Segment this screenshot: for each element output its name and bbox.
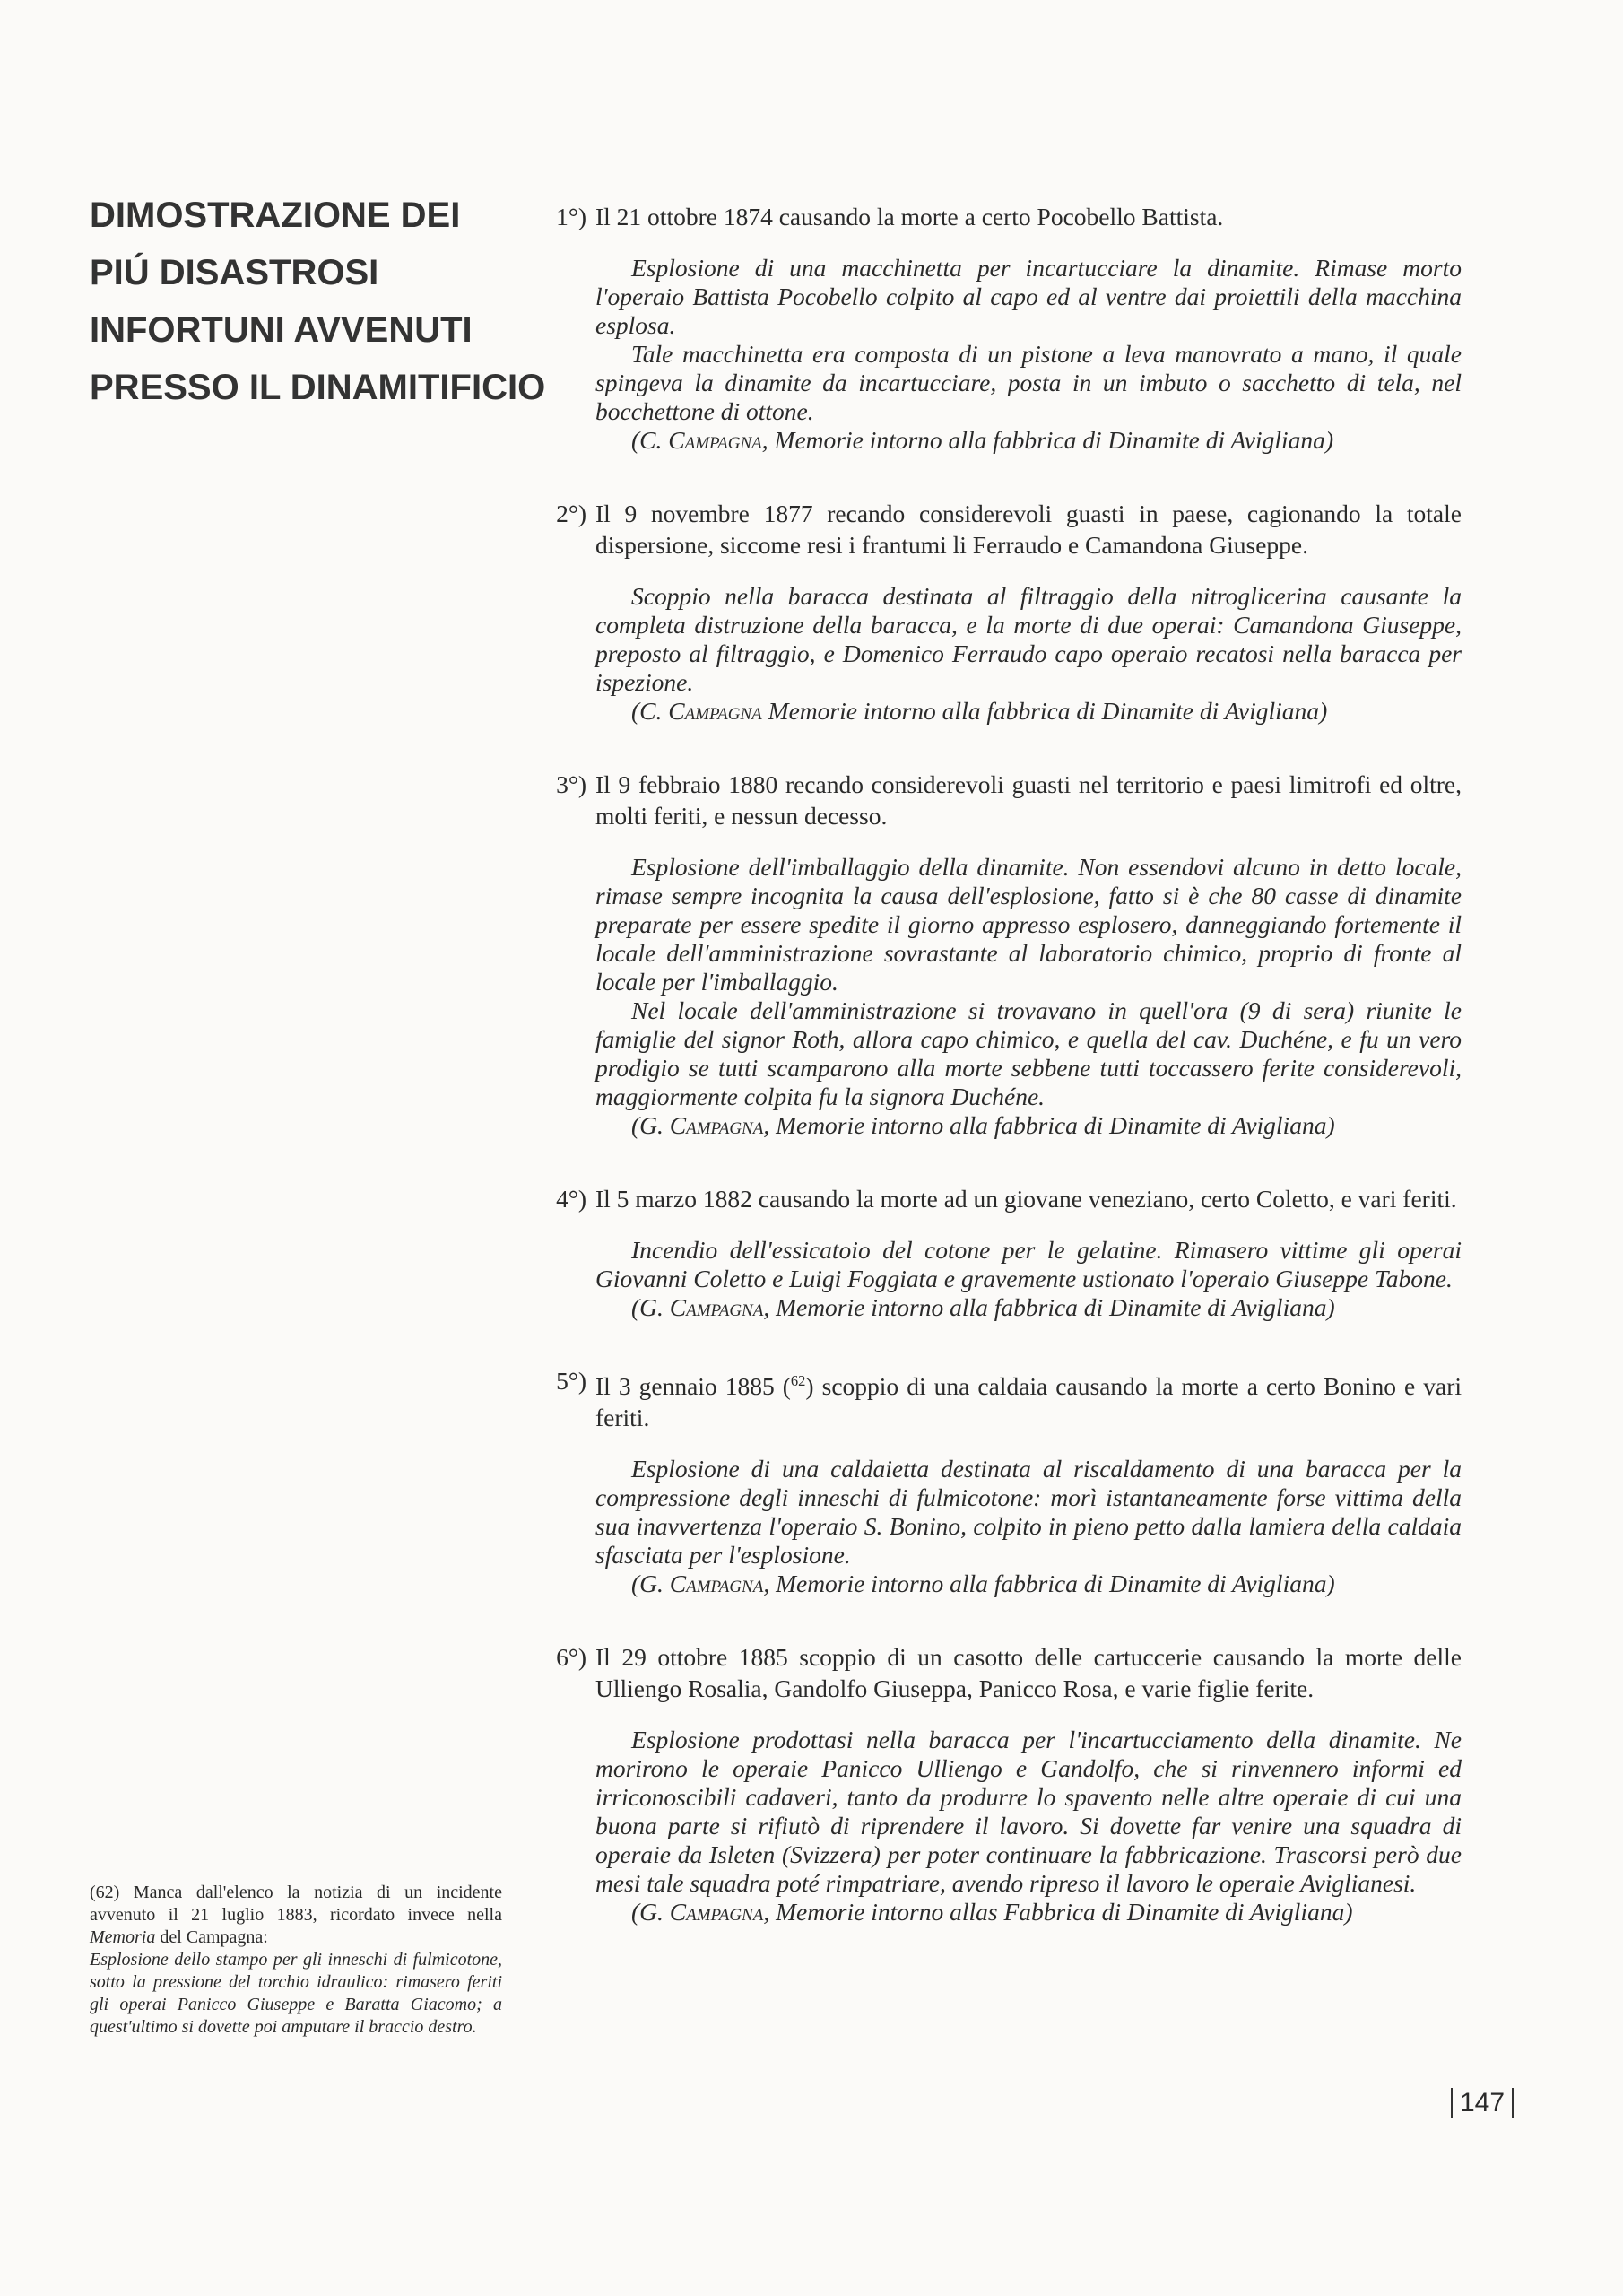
citation-work: Memorie intorno alla fabbrica di Dinamite di Avigliana <box>776 1111 1327 1139</box>
detail-paragraph: Nel locale dell'amministrazione si trovavano in quell'ora (9 di sera) riunite le famiglie del signor Roth, allora capo chimico, e quella del cav. Duchéne, e fu un vero prodigio se tutti scamparono alla morte sebbene tutti toccassero ferite considerevoli, maggiormente colpita fu la signora Duchéne. <box>595 996 1462 1110</box>
accident-entry-1 <box>533 201 1462 455</box>
citation-work: Memorie intorno allas Fabbrica di Dinamite di Avigliana <box>776 1898 1345 1926</box>
entry-detail <box>595 1726 1462 1926</box>
footnote-marker: (62) <box>90 1883 120 1902</box>
detail-paragraph: Scoppio nella baracca destinata al filtraggio della nitroglicerina causante la completa distruzione della baracca, e la morte di due operai: Camandona Giuseppe, preposto al filtraggio, e Domenico Ferraudo capo operaio recatosi nella baracca per ispezione. <box>595 582 1462 696</box>
entry-summary: Il 5 marzo 1882 causando la morte ad un giovane veneziano, certo Coletto, e vari feriti. <box>595 1185 1457 1213</box>
citation-author: Campagna <box>669 1570 764 1598</box>
citation-author: Campagna <box>668 697 762 725</box>
accident-entry-4 <box>533 1183 1462 1322</box>
section-title-line: PIÚ DISASTROSI <box>90 253 379 292</box>
detail-paragraph: Tale macchinetta era composta di un pistone a leva manovrato a mano, il quale spingeva la dinamite da incartucciare, posta in un imbuto o sacchetto di tela, nel bocchettone di ottone. <box>595 340 1462 425</box>
page-number: 147 <box>1451 2088 1514 2118</box>
citation-author: Campagna <box>669 1111 764 1139</box>
footnote-memoria: Memoria <box>90 1927 156 1947</box>
accident-entry-5 <box>533 1365 1462 1598</box>
citation: (C. Campagna Memorie intorno alla fabbrica di Dinamite di Avigliana) <box>631 697 1328 725</box>
detail-paragraph: Incendio dell'essicatoio del cotone per le gelatine. Rimasero vittime gli operai Giovanni Coletto e Luigi Foggiata e gravemente ustionato l'operaio Giuseppe Tabone. <box>595 1236 1462 1292</box>
entry-detail <box>595 254 1462 455</box>
entry-heading <box>533 1641 1462 1704</box>
detail-paragraph: Esplosione di una macchinetta per incartucciare la dinamite. Rimase morto l'operaio Battista Pocobello colpito al capo ed al ventre dai proiettili della macchina esplosa. <box>595 254 1462 339</box>
detail-paragraph: Esplosione prodottasi nella baracca per l'incartucciamento della dinamite. Ne morirono le operaie Panicco Ulliengo e Gandolfo, che si rinvennero informi ed irriconoscibili cadaveri, tanto da produrre lo spavento nelle altre operaie di cui una buona parte si rifiutò di riprendere il lavoro. Si dovette far venire una squadra di operaie da Isleten (Svizzera) per poter continuare la fabbricazione. Trascorsi però due mesi tale squadra poté rimpatriare, avendo ripreso il lavoro le operaie Aviglianesi. <box>595 1726 1462 1898</box>
citation-author: Campagna <box>669 1293 764 1321</box>
section-title-line: PRESSO IL DINAMITIFICIO <box>90 368 546 407</box>
footnote-62: (62) Manca dall'elenco la notizia di un incidente avvenuto il 21 luglio 1883, ricordato invece nella Memoria del Campagna: Esplosione dello stampo per gli inneschi di fulmicotone, sotto la pressione del torchio idraulico: rimasero feriti gli operai Panicco Giuseppe e Baratta Giacomo; a quest'ultimo si dovette poi amputare il braccio destro. <box>90 1883 502 2037</box>
entry-number: 5°) <box>556 1367 586 1395</box>
entry-number: 2°) <box>556 500 586 527</box>
entry-detail <box>595 853 1462 1140</box>
entry-heading <box>533 769 1462 831</box>
entry-number: 6°) <box>556 1643 586 1672</box>
entry-heading <box>533 1365 1462 1433</box>
entry-number: 3°) <box>556 770 586 798</box>
entry-heading <box>533 498 1462 561</box>
citation-author: Campagna <box>668 426 762 454</box>
entry-number: 4°) <box>556 1185 586 1213</box>
accident-entry-3 <box>533 769 1462 1140</box>
entry-detail <box>595 1455 1462 1598</box>
section-title <box>90 187 546 416</box>
citation-work: Memorie intorno alla fabbrica di Dinamite di Avigliana <box>776 1293 1327 1321</box>
citation: (G. Campagna, Memorie intorno alla fabbrica di Dinamite di Avigliana) <box>631 1293 1335 1321</box>
citation: (C. Campagna, Memorie intorno alla fabbrica di Dinamite di Avigliana) <box>631 426 1334 454</box>
entry-summary: Il 9 novembre 1877 recando considerevoli guasti in paese, cagionando la totale dispersione, siccome resi i frantumi li Ferraudo e Camandona Giuseppe. <box>595 500 1462 559</box>
detail-paragraph: Esplosione dell'imballaggio della dinamite. Non essendovi alcuno in detto locale, rimase sempre incognita la causa dell'esplosione, fatto si è che 80 casse di dinamite preparate per essere spedite il giorno appresso esplosero, danneggiando fortemente il locale dell'amministrazione sovrastante al laboratorio chimico, proprio di fronte al locale per l'imballaggio. <box>595 853 1462 996</box>
accident-entry-2 <box>533 498 1462 726</box>
footnote-reference: 62 <box>790 1372 806 1389</box>
section-title-line: INFORTUNI AVVENUTI <box>90 310 473 350</box>
entry-summary: Il 3 gennaio 1885 ($^{62}$) scoppio di una caldaia causando la morte a certo Bonino e vari feriti. <box>595 1372 1462 1432</box>
accident-entry-6 <box>533 1641 1462 1926</box>
citation-work: Memorie intorno alla fabbrica di Dinamite di Avigliana <box>768 697 1320 725</box>
entry-number: 1°) <box>556 203 586 230</box>
accident-list <box>533 201 1462 1970</box>
section-title-line: DIMOSTRAZIONE DEI <box>90 196 461 235</box>
entry-summary: Il 21 ottobre 1874 causando la morte a certo Pocobello Battista. <box>595 203 1224 230</box>
entry-heading <box>533 201 1462 232</box>
citation: (G. Campagna, Memorie intorno allas Fabbrica di Dinamite di Avigliana) <box>631 1898 1353 1926</box>
entry-detail <box>595 1236 1462 1322</box>
entry-summary: Il 9 febbraio 1880 recando considerevoli guasti nel territorio e paesi limitrofi ed oltre, molti feriti, e nessun decesso. <box>595 770 1462 830</box>
entry-detail <box>595 582 1462 726</box>
entry-heading <box>533 1183 1462 1214</box>
citation-work: Memorie intorno alla fabbrica di Dinamite di Avigliana <box>774 426 1325 454</box>
citation: (G. Campagna, Memorie intorno alla fabbrica di Dinamite di Avigliana) <box>631 1570 1335 1598</box>
citation-author: Campagna <box>669 1898 764 1926</box>
entry-summary: Il 29 ottobre 1885 scoppio di un casotto delle cartuccerie causando la morte delle Ulliengo Rosalia, Gandolfo Giuseppa, Panicco Rosa, e varie figlie ferite. <box>595 1643 1462 1703</box>
citation-work: Memorie intorno alla fabbrica di Dinamite di Avigliana <box>776 1570 1327 1598</box>
detail-paragraph: Esplosione di una caldaietta destinata al riscaldamento di una baracca per la compressione degli inneschi di fulmicotone: morì istantaneamente forse vittima della sua inavvertenza l'operaio S. Bonino, colpito in pieno petto dalla lamiera della caldaia sfasciata per l'esplosione. <box>595 1455 1462 1570</box>
citation: (G. Campagna, Memorie intorno alla fabbrica di Dinamite di Avigliana) <box>631 1111 1335 1139</box>
footnote-quote: Esplosione dello stampo per gli inneschi di fulmicotone, sotto la pressione del torchio idraulico: rimasero feriti gli operai Panicco Giuseppe e Baratta Giacomo; a quest'ultimo si dovette poi amputare il braccio destro. <box>90 1950 502 2037</box>
